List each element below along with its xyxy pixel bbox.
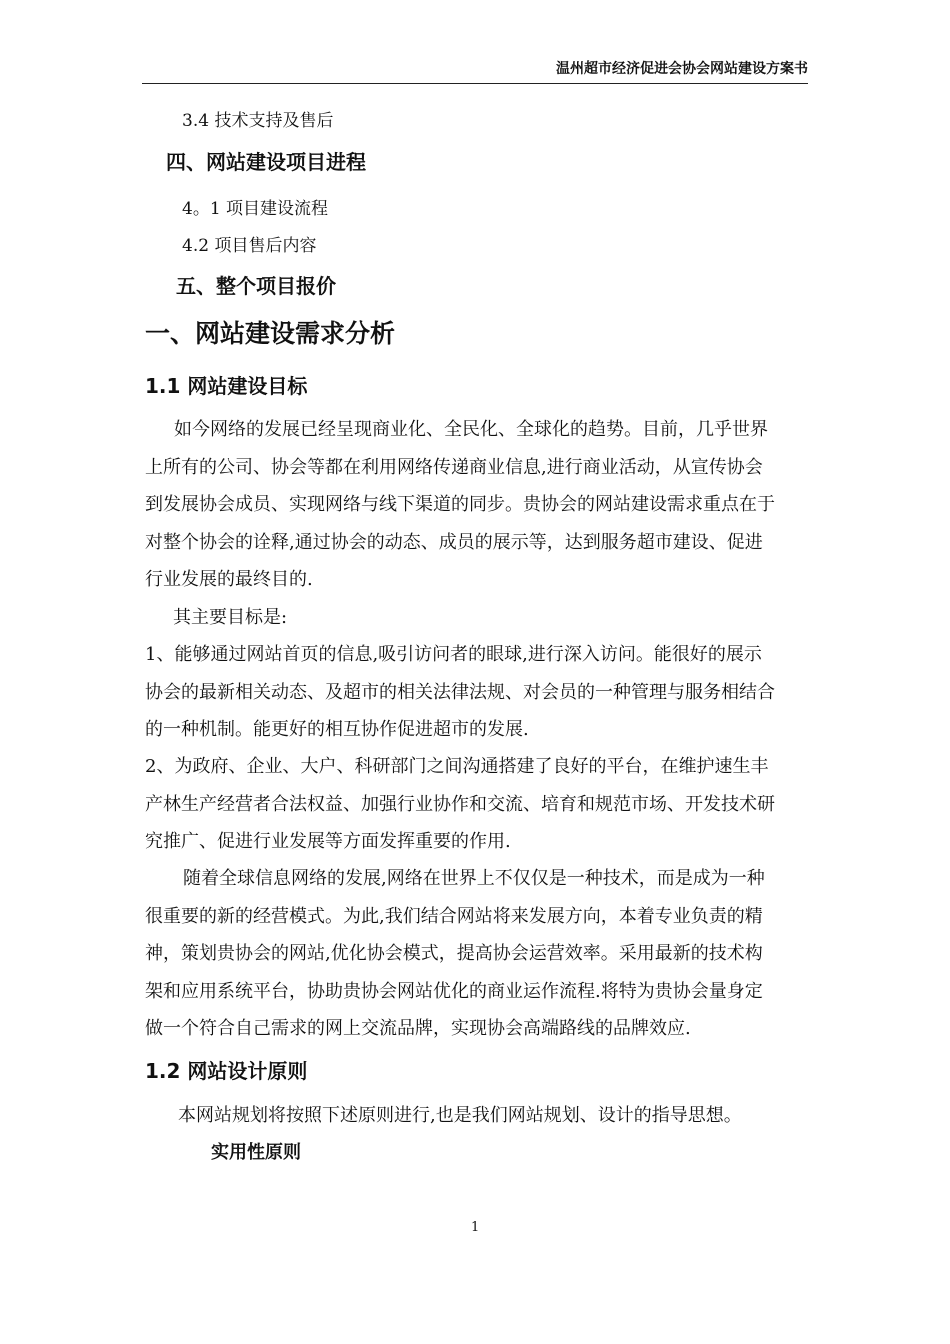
text-line: 产林生产经营者合法权益、加强行业协作和交流、培育和规范市场、开发技术研: [145, 793, 775, 815]
section-1-title: 一、网站建设需求分析: [145, 319, 396, 348]
header-rule: [142, 83, 808, 84]
subsection-1-1-title: 1.1 网站建设目标: [145, 374, 308, 398]
text-line: 上所有的公司、协会等都在利用网络传递商业信息,进行商业活动，从宣传协会: [145, 456, 763, 478]
text-line: 做一个符合自己需求的网上交流品牌，实现协会高端路线的品牌效应.: [145, 1018, 691, 1039]
toc-item-4-2: 4.2 项目售后内容: [182, 236, 317, 256]
toc-item-4-1: 4。1 项目建设流程: [182, 199, 329, 219]
text-line: 2、为政府、企业、大户、科研部门之间沟通搭建了良好的平台，在维护速生丰: [145, 756, 769, 777]
paragraph-1-1-a: [145, 411, 807, 599]
toc-item-3-4: 3.4 技术支持及售后: [182, 111, 334, 131]
text-line: 的一种机制。能更好的相互协作促进超市的发展.: [145, 719, 529, 740]
text-line: 到发展协会成员、实现网络与线下渠道的同步。贵协会的网站建设需求重点在于: [145, 494, 775, 515]
text-line: 架和应用系统平台，协助贵协会网站优化的商业运作流程.将特为贵协会量身定: [145, 980, 763, 1002]
subsection-1-2-title: 1.2 网站设计原则: [145, 1059, 308, 1083]
text-line: 随着全球信息网络的发展,网络在世界上不仅仅是一种技术，而是成为一种: [183, 868, 765, 889]
toc-section-5: 五、整个项目报价: [176, 274, 336, 298]
text-line: 协会的最新相关动态、及超市的相关法律法规、对会员的一种管理与服务相结合: [145, 681, 775, 703]
paragraph-1-2: 本网站规划将按照下述原则进行,也是我们网站规划、设计的指导思想。: [178, 1105, 742, 1126]
paragraph-goal-2: [145, 748, 807, 861]
principle-practicality: 实用性原则: [211, 1142, 301, 1163]
text-line: 行业发展的最终目的.: [145, 569, 313, 590]
paragraph-goal-1: [145, 636, 807, 749]
text-line: 很重要的新的经营模式。为此,我们结合网站将来发展方向，本着专业负责的精: [145, 905, 763, 927]
paragraph-1-1-b: [145, 860, 807, 1048]
main-goals-intro: 其主要目标是:: [173, 607, 288, 628]
toc-section-4: 四、网站建设项目进程: [166, 150, 366, 174]
text-line: 神，策划贵协会的网站,优化协会模式，提高协会运营效率。采用最新的技术构: [145, 943, 763, 964]
page-number: 1: [471, 1220, 480, 1235]
text-line: 对整个协会的诠释,通过协会的动态、成员的展示等，达到服务超市建设、促进: [145, 531, 763, 553]
text-line: 1、能够通过网站首页的信息,吸引访问者的眼球,进行深入访问。能很好的展示: [145, 644, 762, 665]
text-line: 如今网络的发展已经呈现商业化、全民化、全球化的趋势。目前，几乎世界: [174, 419, 768, 440]
text-line: 究推广、促进行业发展等方面发挥重要的作用.: [145, 831, 511, 852]
running-header: 温州超市经济促进会协会网站建设方案书: [556, 61, 808, 77]
